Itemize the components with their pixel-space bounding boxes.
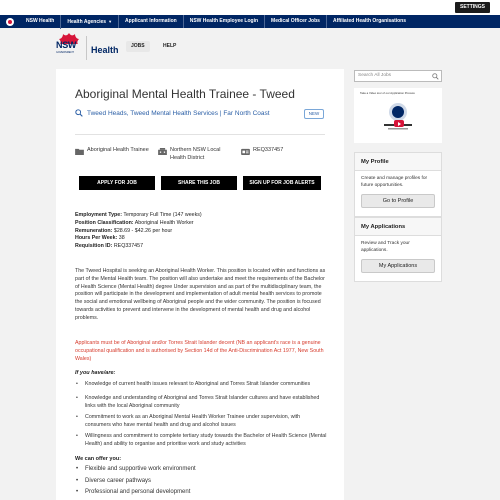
nav-employee-login[interactable]: NSW Health Employee Login [183, 15, 264, 28]
offer-heading: We can offer you: [75, 456, 122, 462]
offer-item: • Flexible and supportive work environment [75, 466, 327, 474]
go-to-profile-button[interactable]: Go to Profile [361, 194, 435, 208]
nsw-logo-subtext: GOVERNMENT [56, 51, 74, 54]
nav-nsw-health[interactable]: NSW Health [26, 18, 55, 24]
detail-value: $28.69 - $42.26 per hour [113, 227, 173, 234]
job-detail-card [56, 69, 344, 500]
tab-help[interactable]: HELP [163, 43, 177, 49]
detail-value: Temporary Full Time (147 weeks) [123, 212, 202, 218]
share-job-button[interactable]: SHARE THIS JOB [161, 176, 237, 190]
my-applications-title: My Applications [355, 218, 441, 236]
logo-divider [86, 36, 87, 60]
chevron-down-icon: ▼ [108, 18, 113, 24]
video-thumbnail[interactable] [366, 98, 430, 140]
gov-nav-bar [0, 15, 500, 28]
detail-label: Hours Per Week: [75, 235, 118, 242]
search-icon [75, 109, 83, 117]
meta-requisition-text: REQ337457 [253, 147, 284, 153]
search-input[interactable] [354, 70, 442, 82]
nav-health-agencies-label: Health Agencies [67, 18, 107, 25]
requirement-item: • Willingness and commitment to complete tertiary study towards the Bachelor of Health Science (Mental Health) and ability to organise and prioritise work and study activities [75, 433, 327, 449]
meta-district [158, 147, 238, 162]
my-profile-text: Create and manage profiles for future opportunities. [361, 176, 428, 188]
tab-jobs[interactable]: JOBS [126, 41, 150, 52]
requirements-heading: If you have/are: [75, 370, 116, 376]
detail-hours [75, 235, 202, 243]
detail-value: Aboriginal Health Worker [134, 219, 194, 226]
id-card-icon [241, 148, 250, 155]
new-badge: NEW [304, 109, 324, 119]
requirement-item: • Knowledge of current health issues relevant to Aboriginal and Torres Strait Islander communities [75, 381, 327, 389]
requirement-item: • Commitment to work as an Aboriginal Mental Health Worker Trainee under supervision, with consumers who have mental health and drug and alcohol issues [75, 414, 327, 430]
meta-category-text: Aboriginal Health Trainee [87, 147, 149, 153]
detail-remuneration [75, 228, 202, 236]
detail-label: Requisition ID: [75, 243, 113, 250]
my-applications-button[interactable]: My Applications [361, 259, 435, 273]
job-description: The Tweed Hospital is seeking an Aboriginal Health Worker. This position is located within and functions as part of the Mental Health team. The position will also undertake and meet the requirements of the Bachelor of Health Science (Mental Health) degree Under supervision and as part of the multidisciplinary team, the position will participate in the development and implementation of adult mental health services to promote the social and emotional wellbeing of Aboriginal people and the wider community. The position is focused towards activities to prevent and intervene in the development of mental health and drug and alcohol problems. [75, 268, 326, 321]
meta-requisition [241, 147, 283, 155]
my-applications-text: Review and Track your applications. [361, 241, 410, 253]
detail-requisition-id [75, 243, 202, 251]
offer-item: • Diverse career pathways [75, 478, 327, 486]
folder-icon [75, 148, 84, 155]
my-applications-panel [354, 217, 442, 282]
video-caption: Take a Video tour of our Application Process [360, 91, 415, 95]
job-location-link[interactable]: Tweed Heads, Tweed Mental Health Services | Far North Coast [87, 109, 270, 117]
detail-employment-type [75, 212, 202, 220]
nav-affiliated-orgs[interactable]: Affiliated Health Organisations [326, 15, 412, 28]
meta-divider [75, 134, 325, 135]
meta-district-text: Northern NSW Local Health District [170, 147, 221, 161]
offer-item: • Professional and personal development [75, 489, 327, 497]
nav-medical-officer-jobs[interactable]: Medical Officer Jobs [264, 15, 326, 28]
top-strip [0, 0, 500, 15]
apply-for-job-button[interactable]: APPLY FOR JOB [79, 176, 155, 190]
site-header [56, 28, 444, 66]
settings-button[interactable]: SETTINGS [455, 2, 490, 13]
meta-category [75, 147, 149, 155]
nav-health-agencies[interactable] [60, 15, 118, 29]
eligibility-note: Applicants must be of Aboriginal and/or Torres Strait Islander decent (NB an applicant's race is a genuine occupational qualification and is authorised by Section 14d of the Anti-Discrimination Act 1977, New South Wales) [75, 340, 324, 362]
detail-classification [75, 220, 202, 228]
detail-label: Position Classification: [75, 219, 134, 226]
health-brand[interactable]: Health [91, 45, 119, 55]
nsw-logo-text: NSW [56, 40, 77, 50]
detail-value: 38 [118, 235, 125, 242]
job-title: Aboriginal Mental Health Trainee - Tweed [75, 87, 295, 101]
nsw-waratah-icon [6, 18, 14, 26]
nav-applicant-information[interactable]: Applicant Information [118, 15, 183, 28]
detail-value: REQ337457 [113, 243, 144, 250]
detail-label: Employment Type: [75, 212, 122, 218]
search-icon[interactable] [432, 73, 439, 80]
search-placeholder: Search All Jobs [358, 73, 392, 78]
play-icon[interactable] [394, 120, 404, 127]
detail-label: Remuneration: [75, 227, 113, 234]
video-tour-panel [354, 88, 442, 143]
my-profile-title: My Profile [355, 153, 441, 171]
job-location-row [75, 109, 270, 117]
requirement-item: • Knowledge and understanding of Aboriginal and Torres Strait Islander cultures and have established links with the local Aboriginal community [75, 395, 327, 411]
building-icon [158, 148, 167, 155]
job-alerts-button[interactable]: SIGN UP FOR JOB ALERTS [243, 176, 321, 190]
job-details-list [75, 212, 202, 251]
my-profile-panel [354, 152, 442, 217]
